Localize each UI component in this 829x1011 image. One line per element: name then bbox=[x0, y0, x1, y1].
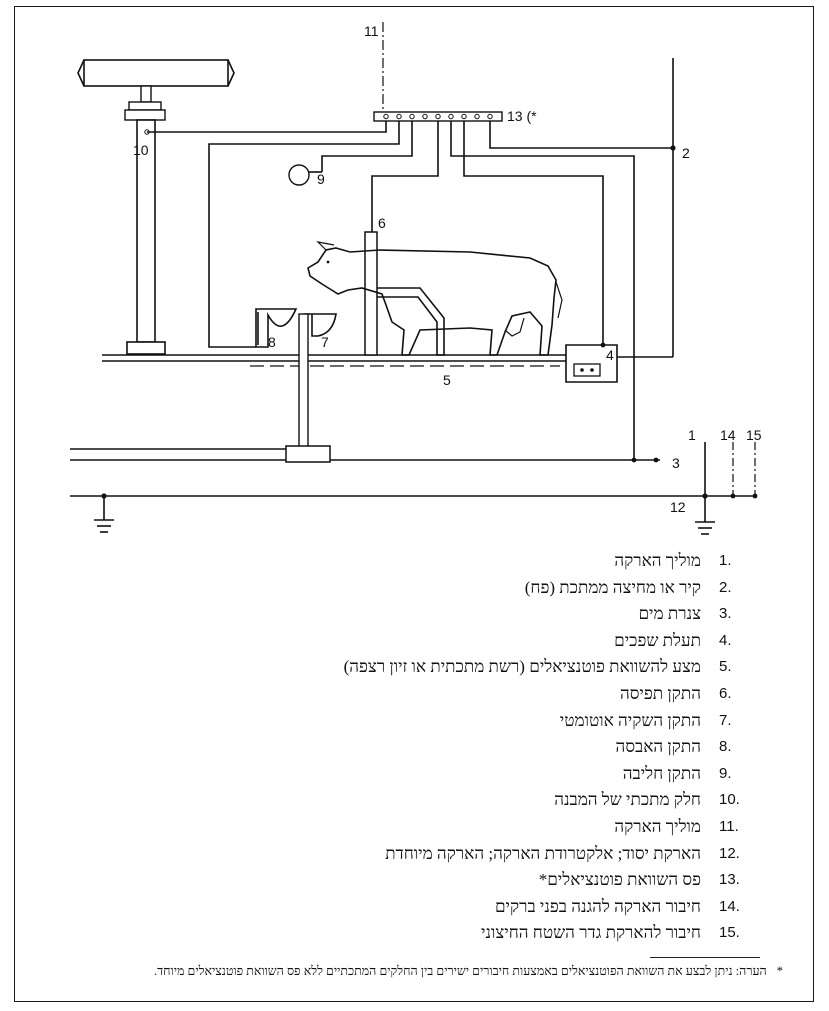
legend-item: 2. קיר או מחיצה ממתכת (פח) bbox=[524, 577, 732, 597]
label-2: 2 bbox=[682, 145, 690, 161]
footnote-star: * bbox=[776, 964, 783, 978]
label-4: 4 bbox=[606, 347, 614, 363]
column-base bbox=[127, 342, 165, 354]
legend-item: 1. מוליך הארקה bbox=[614, 551, 732, 570]
legend-item: 14. חיבור הארקה להגנה בפני ברקים bbox=[494, 896, 740, 916]
building-beam bbox=[84, 60, 228, 86]
pipe-tee bbox=[286, 446, 330, 462]
label-7: 7 bbox=[321, 334, 329, 350]
legend-item: 15. חיבור להארקת גדר השטח החיצוני bbox=[481, 923, 740, 943]
wire-to-wall bbox=[490, 121, 673, 148]
footnote bbox=[83, 962, 783, 980]
bar-terminals bbox=[384, 114, 492, 118]
legend-item: 3. צנרת מים bbox=[638, 604, 732, 624]
footnote-text: הערה: ניתן לבצע את השוואת הפוטנציאלים באמצעות חיבורים ישירים בין החלקים המתכתיים ללא פס השוואת פוטנציאלים מיוחד. bbox=[153, 964, 767, 978]
wire-to-column bbox=[147, 121, 386, 132]
label-9: 9 bbox=[317, 171, 325, 187]
column-bracket bbox=[141, 86, 151, 102]
legend-item: 12. הארקת יסוד; אלקטרודת הארקה; הארקה מיוחדת bbox=[385, 843, 740, 863]
legend-item: 8. התקן האבסה bbox=[615, 737, 732, 757]
label-5: 5 bbox=[443, 372, 451, 388]
label-3: 3 bbox=[672, 455, 680, 471]
legend-item: 13. פס השוואת פוטנציאלים* bbox=[538, 870, 740, 890]
feeder bbox=[256, 309, 296, 347]
legend-item: 5. מצע להשוואת פוטנציאלים (רשת מתכתית או זיון רצפה) bbox=[343, 657, 732, 677]
label-13: 13 (* bbox=[507, 108, 537, 124]
note-separator bbox=[650, 957, 760, 958]
label-8: 8 bbox=[268, 334, 276, 350]
label-12: 12 bbox=[670, 499, 686, 515]
legend-item: 4. תעלת שפכים bbox=[614, 630, 732, 650]
milking-device bbox=[289, 165, 309, 185]
label-10: 10 bbox=[133, 142, 149, 158]
legend-item: 7. התקן השקיה אוטומטי bbox=[559, 710, 732, 730]
label-1: 1 bbox=[688, 427, 696, 443]
auto-waterer bbox=[304, 314, 336, 336]
legend-list bbox=[119, 548, 759, 947]
legend-item: 10. חלק מתכתי של המבנה bbox=[554, 790, 740, 810]
wire-to-water-pipe bbox=[451, 121, 634, 460]
label-11: 11 bbox=[364, 23, 379, 39]
label-15: 15 bbox=[746, 427, 762, 443]
legend-item: 6. התקן תפיסה bbox=[619, 683, 732, 703]
legend-item: 11. מוליך הארקה bbox=[614, 816, 739, 836]
legend-item: 9. התקן חליבה bbox=[622, 763, 732, 783]
cow bbox=[308, 248, 556, 355]
wire-to-drain bbox=[464, 121, 603, 345]
waterer-pipe bbox=[299, 314, 308, 452]
label-14: 14 bbox=[720, 427, 736, 443]
label-6: 6 bbox=[378, 215, 386, 231]
